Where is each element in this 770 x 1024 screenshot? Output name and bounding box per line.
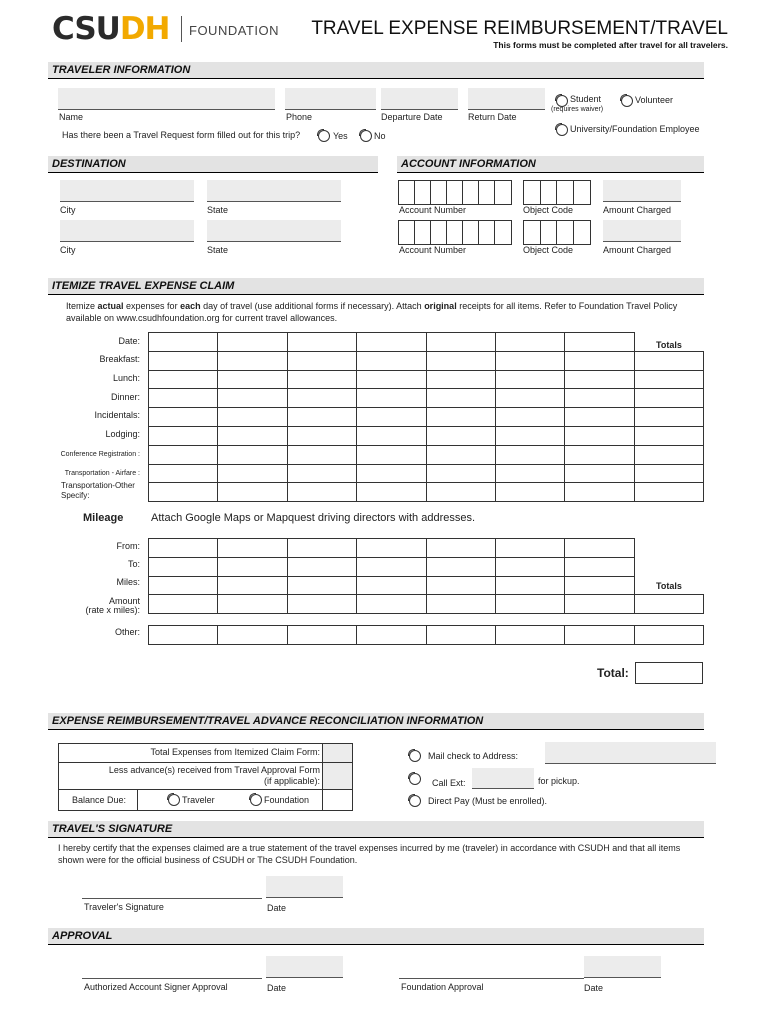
instr-actual: actual (97, 301, 124, 311)
object-code-boxes-2[interactable] (523, 220, 591, 245)
logo-divider (181, 16, 182, 42)
instr-text-1: Itemize (66, 301, 98, 311)
lunch-row-label: Lunch: (112, 373, 140, 383)
amount-charged-label-2: Amount Charged (603, 245, 672, 255)
call-ext-radio[interactable] (409, 773, 421, 785)
balance-traveler-radio[interactable] (168, 794, 180, 806)
amount-row-label-2: (rate x miles): (85, 605, 140, 615)
city-field-2[interactable] (60, 220, 194, 242)
city-label-1: City (60, 205, 76, 215)
call-ext-label: Call Ext: (432, 778, 466, 788)
row-miles (149, 576, 704, 595)
section-reconciliation: EXPENSE REIMBURSEMENT/TRAVEL ADVANCE RECONCILIATION INFORMATION (48, 713, 704, 730)
row-to (149, 557, 704, 576)
row-from (149, 539, 704, 558)
instr-original: original (424, 301, 457, 311)
signer-signature-line[interactable] (82, 978, 262, 979)
total-expenses-field[interactable] (323, 744, 352, 762)
traveler-signature-line[interactable] (82, 898, 262, 899)
employee-radio[interactable] (556, 124, 568, 136)
direct-pay-radio[interactable] (409, 795, 421, 807)
breakfast-row-label: Breakfast: (99, 354, 140, 364)
mail-check-radio[interactable] (409, 750, 421, 762)
object-code-boxes-1[interactable] (523, 180, 591, 205)
reconciliation-row-divider-1 (58, 762, 353, 763)
form-subtitle: This forms must be completed after travel for all travelers. (493, 40, 728, 50)
row-dinner (149, 389, 704, 408)
amount-charged-field-2[interactable] (603, 220, 681, 242)
itemize-instructions-line2: available on www.csudhfoundation.org for current travel allowances. (66, 313, 338, 323)
volunteer-label: Volunteer (635, 95, 674, 105)
less-advance-field[interactable] (323, 763, 352, 789)
totals-label-itemize: Totals (656, 340, 682, 350)
signer-date-label: Date (267, 983, 287, 993)
name-field[interactable] (58, 88, 275, 110)
certification-line1: I hereby certify that the expenses claimed are a true statement of the travel expenses incurred by me (traveler) in accordance with CSUDH and that all items (58, 843, 681, 853)
row-breakfast (149, 351, 704, 370)
traveler-date-label: Date (267, 903, 287, 913)
section-account-information: ACCOUNT INFORMATION (397, 156, 704, 173)
signer-date-field[interactable] (266, 956, 343, 978)
foundation-date-field[interactable] (584, 956, 661, 978)
account-number-label-1: Account Number (399, 205, 467, 215)
expense-grid[interactable] (148, 332, 704, 502)
city-label-2: City (60, 245, 76, 255)
account-number-boxes-2[interactable] (398, 220, 512, 245)
itemize-instructions-line1 (66, 301, 677, 311)
row-amount (149, 595, 704, 614)
mileage-title: Mileage (83, 512, 124, 524)
volunteer-radio[interactable] (621, 95, 633, 107)
row-other (149, 626, 704, 645)
mail-check-label: Mail check to Address: (428, 751, 519, 761)
conference-row-label: Conference Registration : (60, 451, 140, 458)
object-code-label-2: Object Code (523, 245, 574, 255)
other-grid[interactable] (148, 625, 704, 645)
less-advance-label-2: (if applicable): (263, 776, 320, 786)
signer-approval-label: Authorized Account Signer Approval (84, 982, 228, 992)
grand-total-field[interactable] (635, 662, 703, 684)
traveler-date-field[interactable] (266, 876, 343, 898)
section-destination: DESTINATION (48, 156, 378, 173)
section-traveler-information: TRAVELER INFORMATION (48, 62, 704, 79)
row-lodging (149, 426, 704, 445)
departure-date-field[interactable] (381, 88, 458, 110)
certification-line2: shown were for the official business of CSUDH or The CSUDH Foundation. (58, 855, 358, 865)
section-approval: APPROVAL (48, 928, 704, 945)
for-pickup-label: for pickup. (538, 776, 580, 786)
balance-due-label: Balance Due: (72, 795, 127, 805)
state-label-2: State (207, 245, 229, 255)
balance-foundation-label: Foundation (264, 795, 310, 805)
foundation-date-label: Date (584, 983, 604, 993)
direct-pay-label: Direct Pay (Must be enrolled). (428, 796, 548, 806)
travel-request-no-radio[interactable] (360, 130, 372, 142)
foundation-approval-line[interactable] (399, 978, 584, 979)
section-travelers-signature: TRAVEL'S SIGNATURE (48, 821, 704, 838)
row-incidentals (149, 408, 704, 427)
student-label: Student (570, 94, 602, 104)
miles-row-label: Miles: (116, 577, 140, 587)
amount-charged-label-1: Amount Charged (603, 205, 672, 215)
date-row-label: Date: (118, 336, 140, 346)
balance-traveler-label: Traveler (182, 795, 215, 805)
form-title: TRAVEL EXPENSE REIMBURSEMENT/TRAVEL (311, 18, 728, 39)
row-transport-other (149, 483, 704, 502)
traveler-signature-label: Traveler's Signature (84, 902, 164, 912)
amount-row-label-1: Amount (108, 596, 140, 606)
return-date-label: Return Date (468, 112, 517, 122)
row-conference (149, 445, 704, 464)
object-code-label-1: Object Code (523, 205, 574, 215)
from-row-label: From: (116, 541, 140, 551)
account-number-boxes-1[interactable] (398, 180, 512, 205)
yes-label: Yes (333, 131, 348, 141)
travel-request-yes-radio[interactable] (318, 130, 330, 142)
row-airfare (149, 464, 704, 483)
return-date-field[interactable] (468, 88, 545, 110)
balance-due-divider (137, 789, 138, 811)
incidentals-row-label: Incidentals: (94, 410, 140, 420)
phone-label: Phone (286, 112, 313, 122)
employee-label: University/Foundation Employee (570, 124, 700, 134)
row-date (149, 333, 704, 352)
no-label: No (374, 131, 386, 141)
amount-charged-field-1[interactable] (603, 180, 681, 202)
balance-foundation-radio[interactable] (250, 794, 262, 806)
instr-text-3: day of travel (use additional forms if necessary). Attach (200, 301, 425, 311)
mileage-note: Attach Google Maps or Mapquest driving directors with addresses. (151, 512, 476, 524)
transport-other-label-2: Specify: (61, 491, 90, 500)
section-itemize-expense-claim: ITEMIZE TRAVEL EXPENSE CLAIM (48, 278, 704, 295)
state-field-2[interactable] (207, 220, 341, 242)
instr-text-2: expenses for (123, 301, 181, 311)
name-label: Name (59, 112, 84, 122)
to-row-label: To: (127, 559, 140, 569)
student-note: (requires waiver) (551, 106, 604, 113)
account-number-label-2: Account Number (399, 245, 467, 255)
city-field-1[interactable] (60, 180, 194, 202)
total-expenses-label: Total Expenses from Itemized Claim Form: (150, 747, 320, 757)
lodging-row-label: Lodging: (105, 429, 140, 439)
instr-text-4: receipts for all items. Refer to Foundation Travel Policy (456, 301, 678, 311)
grand-total-label: Total: (597, 666, 629, 680)
less-advance-label-1: Less advance(s) received from Travel Approval Form (108, 765, 320, 775)
state-field-1[interactable] (207, 180, 341, 202)
departure-date-label: Departure Date (381, 112, 443, 122)
call-ext-field[interactable] (472, 768, 534, 789)
csudh-logo: CSUDH (52, 11, 170, 47)
reconciliation-row-divider-2 (58, 789, 353, 790)
instr-each: each (180, 301, 201, 311)
travel-request-question: Has there been a Travel Request form filled out for this trip? (62, 130, 301, 140)
phone-field[interactable] (285, 88, 376, 110)
other-row-label: Other: (114, 627, 140, 637)
foundation-approval-label: Foundation Approval (401, 982, 484, 992)
dinner-row-label: Dinner: (110, 392, 140, 402)
state-label-1: State (207, 205, 229, 215)
totals-label-mileage: Totals (656, 581, 682, 591)
transport-other-label-1: Transportation-Other (61, 481, 135, 490)
row-lunch (149, 370, 704, 389)
mileage-grid[interactable] (148, 538, 704, 614)
mail-address-field[interactable] (545, 742, 716, 764)
foundation-wordmark: FOUNDATION (189, 23, 279, 38)
airfare-row-label: Transportation - Airfare : (64, 470, 140, 477)
